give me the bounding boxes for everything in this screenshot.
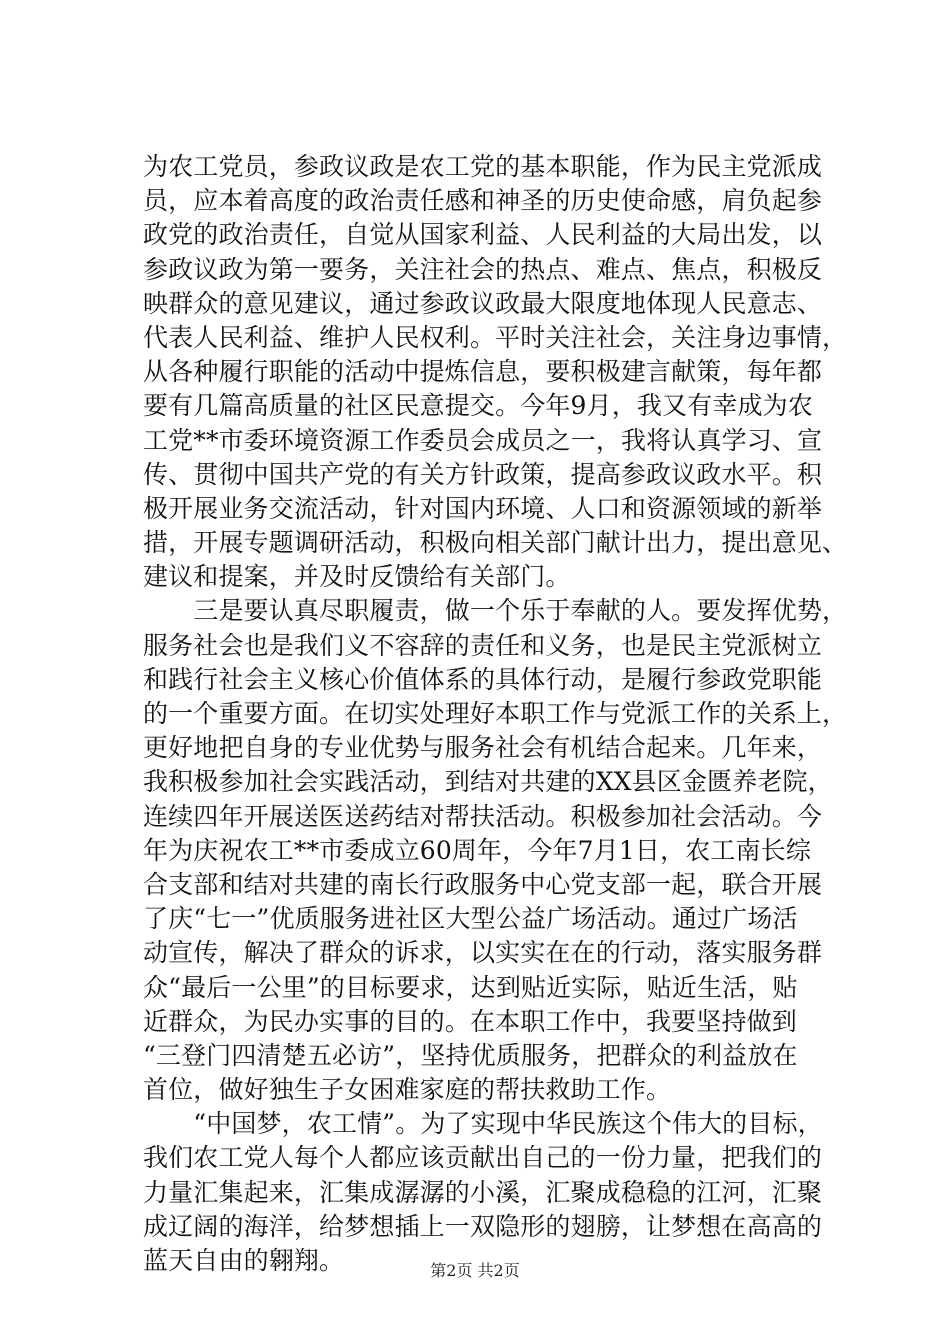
text-line: 代表人民利益、维护人民权利。平时关注社会，关注身边事情，: [143, 322, 848, 352]
text-line: 极开展业务交流活动，针对国内环境、人口和资源领域的新举: [143, 493, 823, 523]
text-line: 连续四年开展送医送药结对帮扶活动。积极参加社会活动。今: [143, 801, 823, 831]
text-line: 从各种履行职能的活动中提炼信息，要积极建言献策，每年都: [143, 357, 823, 387]
text-line: 三是要认真尽职履责，做一个乐于奉献的人。要发挥优势，: [143, 596, 848, 626]
text-line: 众“最后一公里”的目标要求，达到贴近实际，贴近生活，贴: [143, 972, 798, 1002]
text-line: 成辽阔的海洋，给梦想插上一双隐形的翅膀，让梦想在高高的: [143, 1211, 823, 1241]
text-line: 动宣传，解决了群众的诉求，以实实在在的行动，落实服务群: [143, 938, 823, 968]
text-line: 传、贯彻中国共产党的有关方针政策，提高参政议政水平。积: [143, 459, 823, 489]
page-footer: 第2页 共2页: [430, 1261, 520, 1280]
text-line: 的一个重要方面。在切实处理好本职工作与党派工作的关系上，: [143, 699, 848, 728]
text-line: 建议和提案，并及时反馈给有关部门。: [143, 562, 571, 592]
text-line: 和践行社会主义核心价值体系的具体行动，是履行参政党职能: [143, 664, 823, 694]
document-body: [143, 150, 848, 1278]
text-line: 合支部和结对共建的南长行政服务中心党支部一起，联合开展: [143, 869, 823, 899]
text-line: 参政议政为第一要务，关注社会的热点、难点、焦点，积极反: [143, 254, 823, 284]
text-line: 要有几篇高质量的社区民意提交。今年9月，我又有幸成为农: [143, 391, 813, 421]
text-line: 蓝天自由的翱翔。: [143, 1246, 345, 1275]
text-line: 年为庆祝农工**市委成立60周年，今年7月1日，农工南长综: [143, 835, 811, 865]
text-line: 措，开展专题调研活动，积极向相关部门献计出力，提出意见、: [143, 528, 848, 558]
text-line: 了庆“七一”优质服务进社区大型公益广场活动。通过广场活: [143, 904, 798, 934]
text-line: 我们农工党人每个人都应该贡献出自己的一份力量，把我们的: [143, 1143, 823, 1173]
text-line: 工党**市委环境资源工作委员会成员之一，我将认真学习、宣: [143, 425, 823, 455]
text-line: 服务社会也是我们义不容辞的责任和义务，也是民主党派树立: [143, 630, 823, 660]
text-line: “中国梦，农工情”。为了实现中华民族这个伟大的目标，: [143, 1109, 823, 1139]
text-line: 力量汇集起来，汇集成潺潺的小溪，汇聚成稳稳的江河，汇聚: [143, 1177, 823, 1207]
text-line: 近群众，为民办实事的目的。在本职工作中，我要坚持做到: [143, 1006, 797, 1036]
text-line: 更好地把自身的专业优势与服务社会有机结合起来。几年来，: [143, 733, 823, 763]
text-line: 为农工党员，参政议政是农工党的基本职能，作为民主党派成: [143, 152, 823, 181]
text-line: 我积极参加社会实践活动，到结对共建的XX县区金匮养老院，: [143, 767, 833, 797]
text-line: 员，应本着高度的政治责任感和神圣的历史使命感，肩负起参: [143, 186, 823, 216]
text-line: 映群众的意见建议，通过参政议政最大限度地体现人民意志、: [143, 288, 823, 318]
text-line: 首位，做好独生子女困难家庭的帮扶救助工作。: [143, 1075, 672, 1105]
text-line: 政党的政治责任，自觉从国家利益、人民利益的大局出发，以: [143, 220, 823, 250]
text-line: “三登门四清楚五必访”，坚持优质服务，把群众的利益放在: [143, 1040, 798, 1070]
